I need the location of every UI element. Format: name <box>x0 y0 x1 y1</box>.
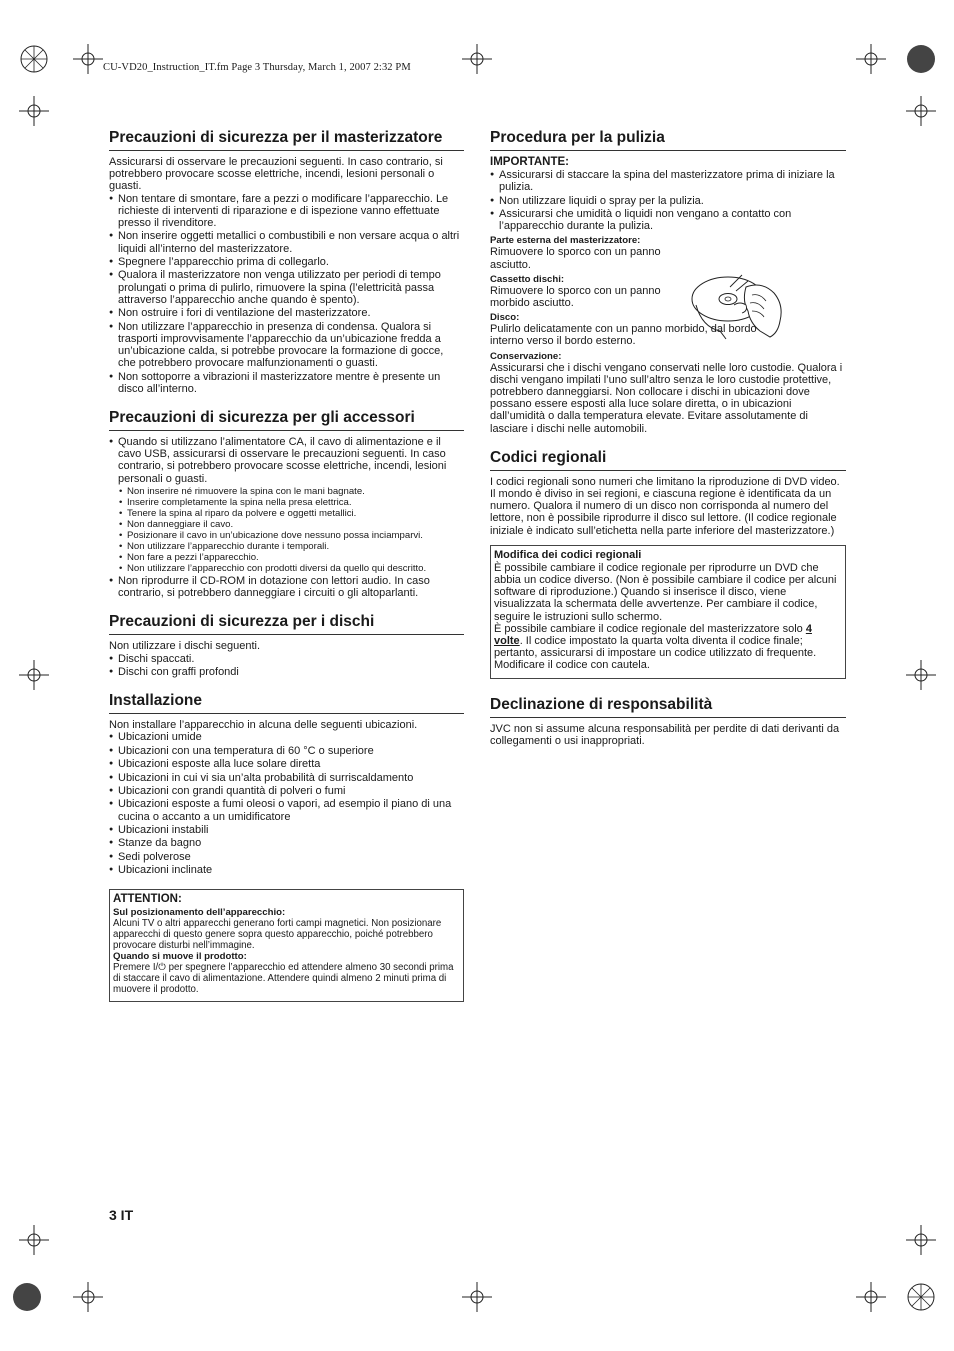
text-exterior: Rimuovere lo sporco con un panno asciutto. <box>490 246 661 271</box>
limit-text: È possibile cambiare il codice regionale del masterizzatore solo <box>494 622 803 635</box>
crosshair-mark <box>462 1282 492 1312</box>
list-item: ● Dischi spaccati. <box>109 653 464 665</box>
registration-mark <box>906 1282 936 1312</box>
list-item: ● Non utilizzare liquidi o spray per la pulizia. <box>490 195 846 207</box>
list-item: ● Ubicazioni con grandi quantità di polveri o fumi <box>109 785 464 797</box>
registration-mark <box>12 1282 42 1312</box>
attention-box <box>109 889 464 1002</box>
section-intro: Non installare l’apparecchio in alcuna delle seguenti ubicazioni. <box>109 719 418 732</box>
text-disc: Pulirlo delicatamente con un panno morbido, dal bordo interno verso il bordo esterno. <box>490 323 757 348</box>
list-item: ● Ubicazioni con una temperatura di 60 °C o superiore <box>109 745 464 757</box>
sub-list-item: • Tenere la spina al riparo da polvere e oggetti metallici. <box>118 508 464 519</box>
box-text: È possibile cambiare il codice regionale per riprodurre un DVD che abbia un codice diverso. (Non è possibile cambiare il codice per alcuni software di riproduzione.) Quando si inserisce il disco, viene visualizzata la schermata delle avvertenze. Per cambiare il codice, seguire le istruzioni sullo schermo. <box>494 561 837 623</box>
list-item: ● Ubicazioni inclinate <box>109 864 464 876</box>
list-item: ● Non ostruire i fori di ventilazione del masterizzatore. <box>109 307 464 319</box>
text-tray: Rimuovere lo sporco con un panno morbido asciutto. <box>490 284 661 309</box>
section-intro: Non utilizzare i dischi seguenti. <box>109 640 261 653</box>
attention-text: Alcuni TV o altri apparecchi generano forti campi magnetici. Non posizionare apparecchi di questo genere sopra questo apparecchio, poiché potrebbero provocare disturbi nell’immagine. <box>113 918 442 952</box>
list-item: ● Dischi con graffi profondi <box>109 666 464 678</box>
section-title: Precauzioni di sicurezza per il masterizzatore <box>109 128 464 151</box>
registration-mark <box>906 44 936 74</box>
section-title: Procedura per la pulizia <box>490 128 846 151</box>
crosshair-mark <box>906 660 936 690</box>
sub-list-item: • Non fare a pezzi l’apparecchio. <box>118 552 464 563</box>
list-item <box>109 436 464 574</box>
sub-list-item: • Non utilizzare l’apparecchio durante i temporali. <box>118 541 464 552</box>
disclaimer-text: JVC non si assume alcuna responsabilità per perdite di dati derivanti da collegamenti o usi inappropriati. <box>490 722 840 747</box>
crosshair-mark <box>906 96 936 126</box>
crosshair-mark <box>73 1282 103 1312</box>
list-item: ● Non tentare di smontare, fare a pezzi o modificare l’apparecchio. Le richieste di interventi di riparazione e di ispezione vanno effettuate presso il rivenditore. <box>109 193 464 230</box>
list-item: ● Non inserire oggetti metallici o combustibili e non versare acqua o altri liquidi all’interno del masterizzatore. <box>109 230 464 254</box>
right-column <box>490 128 846 760</box>
box-title: Modifica dei codici regionali <box>494 548 642 561</box>
important-label: IMPORTANTE: <box>490 156 570 168</box>
section-accessories-safety <box>109 408 464 599</box>
list-item: ● Stanze da bagno <box>109 837 464 849</box>
list-item: ● Ubicazioni esposte a fumi oleosi o vapori, ad esempio il piano di una cucina o accanto a un umidificatore <box>109 798 464 822</box>
list-item-text: Quando si utilizzano l’alimentatore CA, il cavo di alimentazione e il cavo USB, assicurarsi di osservare le precauzioni seguenti. In caso contrario, si potrebbero provocare scosse elettriche, incendi, lesioni personali o guasti. <box>118 435 447 485</box>
section-region-codes <box>490 448 846 679</box>
page-number: 3 IT <box>109 1207 134 1223</box>
section-cleaning <box>490 128 846 435</box>
crosshair-mark <box>856 44 886 74</box>
section-intro: I codici regionali sono numeri che limitano la riproduzione di DVD video. Il mondo è diviso in sei regioni, e ciascuna regione è identificata da un numero. Qualora il numero di un disco non corrisponda al numero del lettore, non è possibile riprodurre il disco sul lettore. (Il codice regionale iniziale è indicato sull’etichetta nella parte inferiore del masterizzatore.) <box>490 475 840 537</box>
sub-list-item: • Posizionare il cavo in un’ubicazione dove nessuno possa inciamparvi. <box>118 530 464 541</box>
attention-text: Premere I/⏻ per spegnere l’apparecchio ed attendere almeno 30 secondi prima di staccare il cavo di alimentazione. Attendere quindi almeno 2 minuti prima di muovere il prodotto. <box>113 962 454 996</box>
disc-cleaning-illustration <box>690 271 790 343</box>
subheading-storage: Conservazione: <box>490 350 562 362</box>
subheading-tray: Cassetto dischi: <box>490 273 565 285</box>
list-item: ● Assicurarsi che umidità o liquidi non vengano a contatto con l’apparecchio durante la pulizia. <box>490 208 846 232</box>
list-item: ● Assicurarsi di staccare la spina del masterizzatore prima di iniziare la pulizia. <box>490 169 846 193</box>
list-item: ● Sedi polverose <box>109 851 464 863</box>
left-column <box>109 128 464 1002</box>
list-item: ● Non sottoporre a vibrazioni il masterizzatore mentre è presente un disco all’interno. <box>109 371 464 395</box>
limit-text-rest: . Il codice impostato la quarta volta diventa il codice finale; pertanto, assicurarsi di impostare un codice utilizzato di frequente. Modificare il codice con cautela. <box>494 635 817 672</box>
bullet-list <box>490 169 846 232</box>
crosshair-mark <box>73 44 103 74</box>
region-code-box <box>490 545 846 679</box>
list-item: ● Ubicazioni esposte alla luce solare diretta <box>109 758 464 770</box>
list-item: ● Non riprodurre il CD-ROM in dotazione con lettori audio. In caso contrario, si potrebbero danneggiare i circuiti o gli altoparlanti. <box>109 575 464 599</box>
section-recorder-safety <box>109 128 464 395</box>
crosshair-mark <box>19 96 49 126</box>
section-disclaimer <box>490 695 846 747</box>
list-item: ● Non utilizzare l’apparecchio in presenza di condensa. Qualora si trasporti improvvisamente l’apparecchio da un’ubicazione fredda a un’ubicazione calda, si potrebbe provocare la formazione di gocce, che potrebbero provocare malfunzionamenti o guasti. <box>109 321 464 370</box>
sub-list-item: • Inserire completamente la spina nella presa elettrica. <box>118 497 464 508</box>
attention-title: ATTENTION: <box>113 893 182 906</box>
limit-count: 4 volte <box>494 622 812 648</box>
bullet-list <box>109 193 464 395</box>
crosshair-mark <box>19 1225 49 1255</box>
section-disc-safety <box>109 612 464 678</box>
bullet-list <box>109 653 464 679</box>
attention-subheading: Quando si muove il prodotto: <box>113 951 247 963</box>
list-item: ● Ubicazioni in cui vi sia un’alta probabilità di surriscaldamento <box>109 772 464 784</box>
section-title: Codici regionali <box>490 448 846 471</box>
box-text-limit <box>494 623 842 672</box>
list-item: ● Ubicazioni instabili <box>109 824 464 836</box>
sub-list-item: • Non inserire né rimuovere la spina con le mani bagnate. <box>118 486 464 497</box>
crosshair-mark <box>856 1282 886 1312</box>
subheading-exterior: Parte esterna del masterizzatore: <box>490 235 641 247</box>
section-title: Precauzioni di sicurezza per gli accessori <box>109 408 464 431</box>
crosshair-mark <box>462 44 492 74</box>
registration-mark <box>19 44 49 74</box>
crosshair-mark <box>906 1225 936 1255</box>
sub-list-item: • Non utilizzare l’apparecchio con prodotti diversi da quello qui descritto. <box>118 563 464 574</box>
bullet-list <box>109 436 464 599</box>
sub-list <box>118 486 464 574</box>
bullet-list <box>109 731 464 876</box>
section-installation <box>109 691 464 876</box>
list-item: ● Ubicazioni umide <box>109 731 464 743</box>
text-storage: Assicurarsi che i dischi vengano conservati nelle loro custodie. Qualora i dischi vengano impilati l’uno sull’altro senza le loro custodie protettive, potrebbero danneggiarsi. Non collocare i dischi in ubicazioni dove possano essere esposti alla luce solare diretta, o in ubicazioni dall’umidità o dalla temperatura elevate. Evitare assolutamente di lasciare i dischi nelle automobili. <box>490 361 843 435</box>
list-item: ● Spegnere l’apparecchio prima di collegarlo. <box>109 256 464 268</box>
section-title: Declinazione di responsabilità <box>490 695 846 718</box>
section-title: Installazione <box>109 691 464 714</box>
sub-list-item: • Non danneggiare il cavo. <box>118 519 464 530</box>
section-intro: Assicurarsi di osservare le precauzioni seguenti. In caso contrario, si potrebbero provocare scosse elettriche, incendi, lesioni personali o guasti. <box>109 156 443 193</box>
file-header: CU-VD20_Instruction_IT.fm Page 3 Thursday, March 1, 2007 2:32 PM <box>103 62 411 73</box>
attention-subheading: Sul posizionamento dell’apparecchio: <box>113 907 286 919</box>
crosshair-mark <box>19 660 49 690</box>
list-item: ● Qualora il masterizzatore non venga utilizzato per periodi di tempo prolungati o prima di pulirlo, rimuovere la spina (l’elettricità passa attraverso l’apparecchio anche quando è spento). <box>109 269 464 306</box>
section-title: Precauzioni di sicurezza per i dischi <box>109 612 464 635</box>
subheading-disc: Disco: <box>490 312 520 324</box>
